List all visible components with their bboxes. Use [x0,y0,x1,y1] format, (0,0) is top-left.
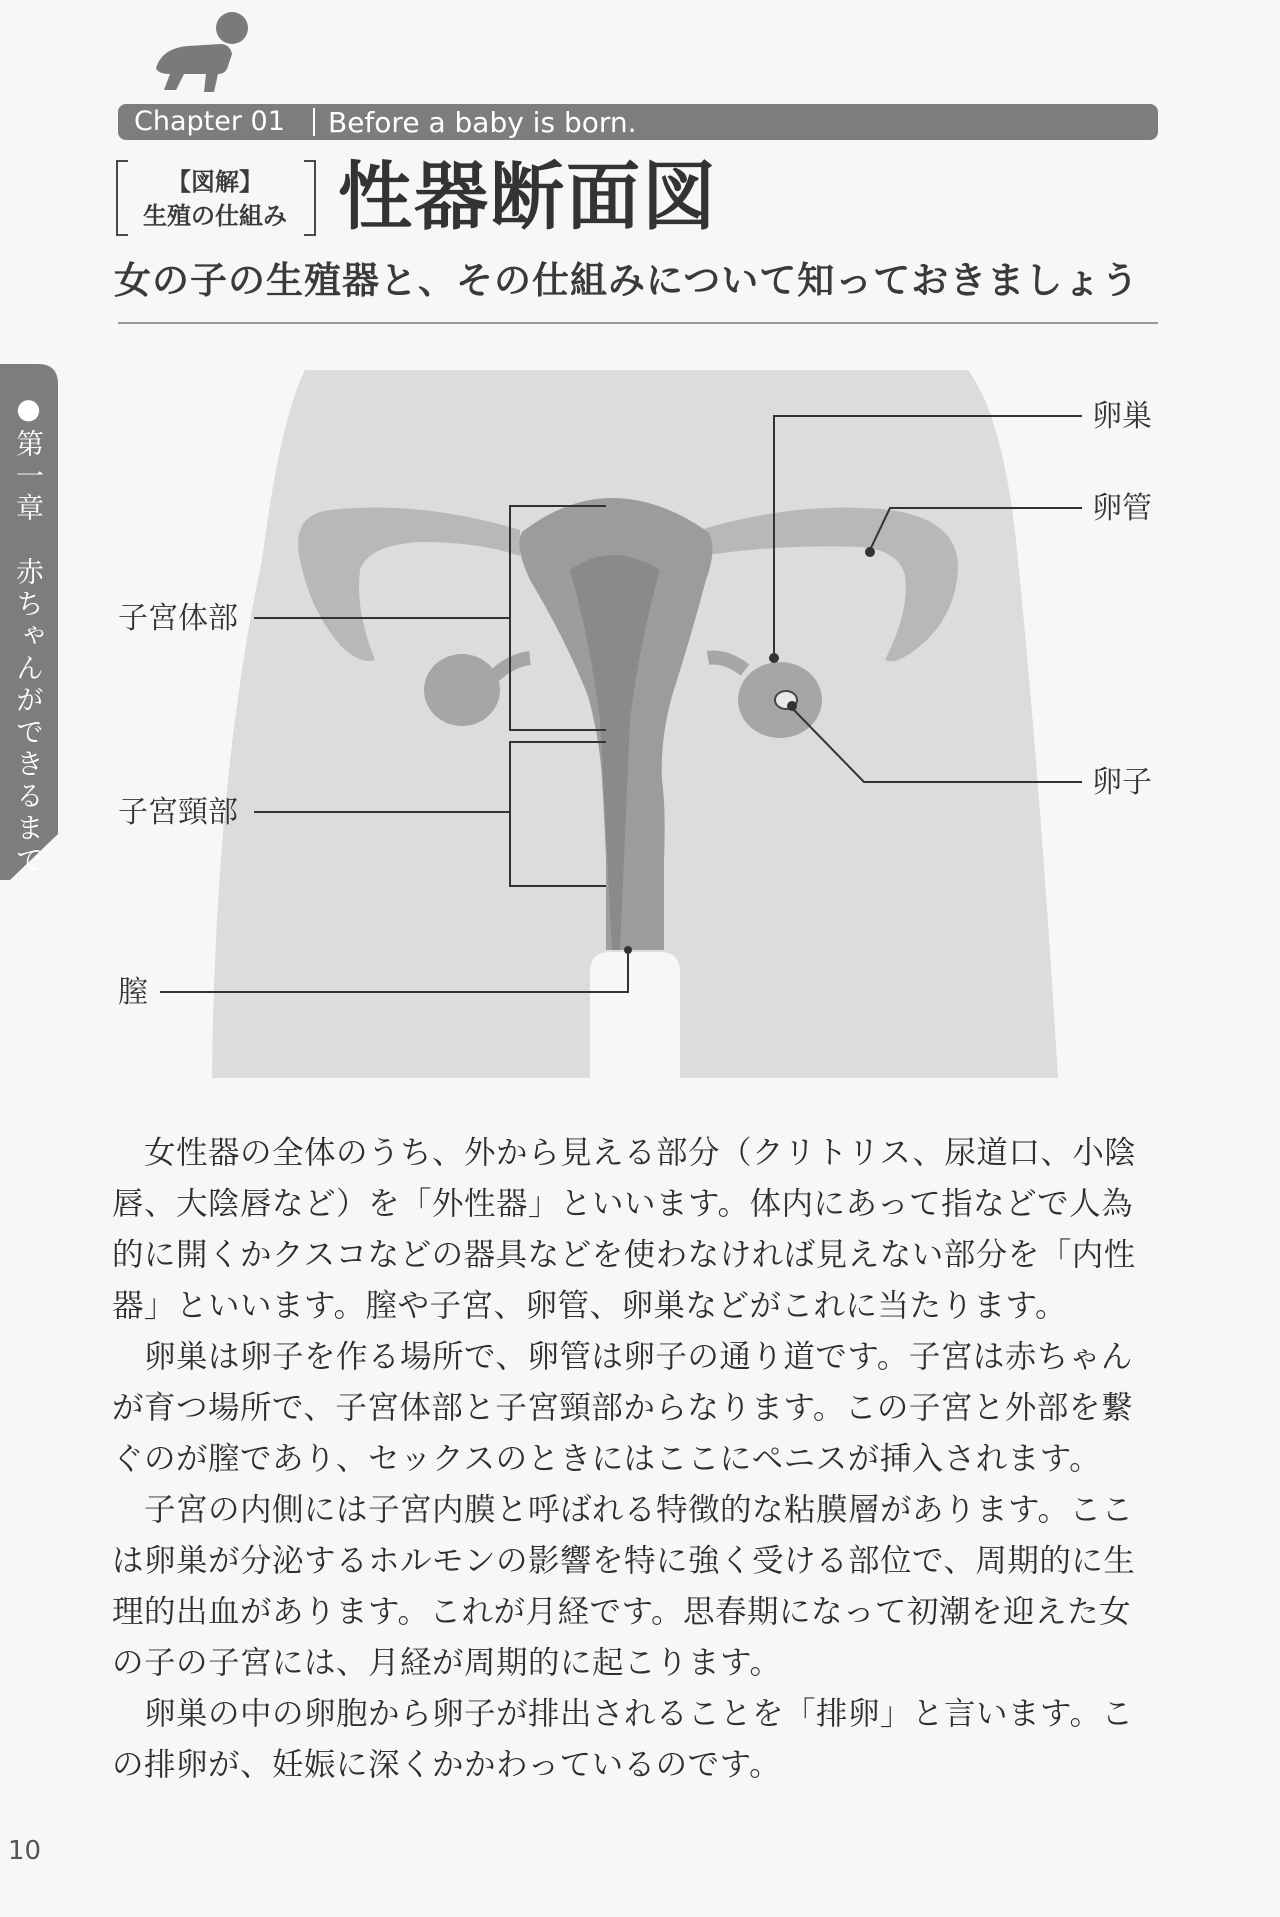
body-line: 女性器の全体のうち、外から見える部分（クリトリス、尿道口、小陰 [112,1135,1137,1171]
body-line: の排卵が、妊娠に深くかかわっているのです。 [112,1747,782,1783]
body-line: ぐのが膣であり、セックスのときにはここにペニスが挿入されます。 [112,1441,1102,1477]
egg-label: 卵子 [1092,765,1152,800]
body-line: 器」といいます。膣や子宮、卵管、卵巣などがこれに当たります。 [112,1288,1067,1324]
page-title: 性器断面図 [338,154,718,240]
body-text [112,1128,1162,1791]
body-line: 卵巣は卵子を作る場所で、卵管は卵子の通り道です。子宮は赤ちゃん [112,1339,1133,1375]
crawling-baby-icon [148,8,258,96]
body-line: は卵巣が分泌するホルモンの影響を特に強く受ける部位で、周期的に生 [112,1543,1136,1579]
uterine-body-label: 子宮体部 [118,601,238,636]
page-number: 10 [8,1836,42,1866]
body-line: 唇、大陰唇など）を「外性器」といいます。体内にあって指などで人為 [112,1186,1134,1222]
reproductive-organ-diagram [0,360,1280,1090]
body-line: 卵巣の中の卵胞から卵子が排出されることを「排卵」と言います。こ [112,1696,1134,1732]
body-line: 子宮の内側には子宮内膜と呼ばれる特徴的な粘膜層があります。ここ [112,1492,1134,1528]
chapter-label: Chapter 01 [134,106,285,137]
left-ovary [424,654,500,726]
title-rule [118,322,1158,324]
body-line: 理的出血があります。これが月経です。思春期になって初潮を迎えた女 [112,1594,1131,1630]
side-tab-label: ●第一章 赤ちゃんができるまで [12,392,45,877]
body-line: の子の子宮には、月経が周期的に起こります。 [112,1645,782,1681]
cervix-label: 子宮頸部 [118,795,238,830]
page-subtitle: 女の子の生殖器と、その仕組みについて知っておきましょう [114,259,1140,302]
body-line: 的に開くかクスコなどの器具などを使わなければ見えない部分を「内性 [112,1237,1136,1273]
kicker-line2: 生殖の仕組み [143,202,287,230]
vagina-label: 膣 [118,975,148,1010]
kicker-line1: 【図解】 [167,168,263,196]
fallopian-tube-label: 卵管 [1092,491,1152,526]
chapter-divider [313,108,315,136]
chapter-subtitle: Before a baby is born. [328,106,637,139]
body-line: が育つ場所で、子宮体部と子宮頸部からなります。この子宮と外部を繋 [112,1390,1133,1426]
ovary-label: 卵巣 [1092,399,1152,434]
